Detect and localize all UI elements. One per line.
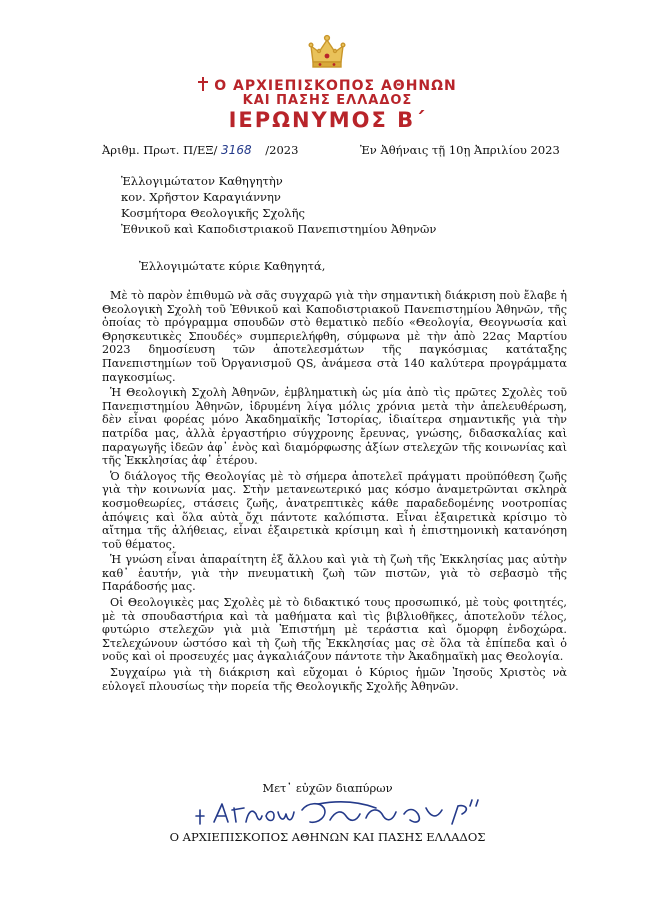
- body-paragraph: Ὁ διάλογος τῆς Θεολογίας μὲ τὸ σήμερα ἀποτελεῖ πράγματι προϋπόθεση ζωῆς γιὰ τὴν κοινωνία μας. Στὴν μετανεωτερικό μας κόσμο ἀναμετρῶνται σκληρὰ κοσμοθεωρίες, στάσεις ζωῆς, ἀνατρεπτικὲς κάθε παραδεδομένης νοοτροπίας ἀπόψεις καὶ ὅλα αὐτὰ ὄχι πάντοτε καλόπιστα. Εἶναι ἐξαιρετικὰ κρίσιμο τὸ αἴτημα τῆς ἀλήθειας, εἶναι ἐξαιρετικὰ κρίσιμη καὶ ἡ ἐπιστημονικὴ κατανόηση τοῦ θέματος.: [102, 469, 567, 551]
- handwritten-signature: [190, 794, 490, 834]
- recipient-address: [121, 173, 436, 237]
- body-paragraph: Ἡ γνώση εἶναι ἀπαραίτητη ἐξ ἄλλου καὶ γιὰ τὴ ζωὴ τῆς Ἐκκλησίας μας αὐτὴν καθ᾽ ἑαυτήν, γιὰ τὴν πνευματικὴ ζωὴ τῶν πιστῶν, γιὰ τὸ σεβασμὸ τῆς Παράδοσής μας.: [102, 553, 567, 594]
- protocol-number: Ἀριθμ. Πρωτ. Π/ΕΞ/ 3168 /2023: [102, 143, 299, 157]
- closing-greeting: Μετ᾽ εὐχῶν διαπύρων: [262, 781, 393, 795]
- letter-body: [102, 289, 567, 695]
- recipient-line: Ἐθνικοῦ καὶ Καποδιστριακοῦ Πανεπιστημίου Ἀθηνῶν: [121, 222, 437, 236]
- letterhead-title: Ο ΑΡΧΙΕΠΙΣΚΟΠΟΣ ΑΘΗΝΩΝ: [0, 77, 655, 94]
- letterhead-subtitle: ΚΑΙ ΠΑΣΗΣ ΕΛΛΑΔΟΣ: [242, 93, 413, 108]
- letter-date: Ἐν Ἀθήναις τῇ 10ῃ Ἀπριλίου 2023: [360, 143, 560, 157]
- body-paragraph: Οἱ Θεολογικὲς μας Σχολὲς μὲ τὸ διδακτικό τους προσωπικό, μὲ τοὺς φοιτητές, μὲ τὰ σπουδαστήρια καὶ τὰ μαθήματα καὶ τὶς βιβλιοθῆκες, ἀποτελοῦν τέλος, φυτώριο στελεχῶν γιὰ μιὰ Ἐπιστήμη μὲ τεράστια καὶ ὄμορφη ἐνδοχώρα. Στελεχώνουν ὡστόσο καὶ τὴ ζωὴ τῆς Ἐκκλησίας μας σὲ ὅλα τὰ ἐπίπεδα καὶ ὁ νοῦς καὶ οἱ προσευχές μας ἀγκαλιάζουν πάντοτε τὴν Ἀκαδημαϊκὴ μας Θεολογία.: [102, 596, 567, 664]
- recipient-line: κον. Χρῆστον Καραγιάννην: [121, 190, 281, 204]
- cross-icon: [198, 77, 208, 91]
- salutation: Ἐλλογιμώτατε κύριε Καθηγητά,: [139, 259, 326, 273]
- signatory-title: Ο ΑΡΧΙΕΠΙΣΚΟΠΟΣ ΑΘΗΝΩΝ ΚΑΙ ΠΑΣΗΣ ΕΛΛΑΔΟΣ: [169, 830, 486, 844]
- recipient-line: Κοσμήτορα Θεολογικῆς Σχολῆς: [121, 206, 305, 220]
- recipient-line: Ἐλλογιμώτατον Καθηγητὴν: [121, 174, 283, 188]
- handwritten-protocol-number: 3168: [221, 143, 252, 157]
- crown-emblem-icon: [307, 34, 347, 72]
- body-paragraph: Μὲ τὸ παρὸν ἐπιθυμῶ νὰ σᾶς συγχαρῶ γιὰ τὴν σημαντικὴ διάκριση ποὺ ἔλαβε ἡ Θεολογικὴ Σχολὴ τοῦ Ἐθνικοῦ καὶ Καποδιστριακοῦ Πανεπιστημίου Ἀθηνῶν, τῆς ὁποίας τὸ πρόγραμμα σπουδῶν στὸ θεματικὸ πεδίο «Θεολογία, Θεογνωσία καὶ Θρησκευτικὲς Σπουδές» συμπεριελήφθη, σύμφωνα μὲ τὴν ἀπὸ 22ας Μαρτίου 2023 δημοσίευση τῶν ἀποτελεσμάτων τῆς παγκόσμιας κατάταξης Πανεπιστημίων τοῦ Ὀργανισμοῦ QS, ἀνάμεσα στὰ 140 καλύτερα προγράμματα παγκοσμίως.: [102, 289, 567, 384]
- body-paragraph: Συγχαίρω γιὰ τὴ διάκριση καὶ εὔχομαι ὁ Κύριος ἡμῶν Ἰησοῦς Χριστὸς νὰ εὐλογεῖ πλουσίως τὴν πορεία τῆς Θεολογικῆς Σχολῆς Ἀθηνῶν.: [102, 666, 567, 693]
- body-paragraph: Ἡ Θεολογικὴ Σχολὴ Ἀθηνῶν, ἐμβληματικὴ ὡς μία ἀπὸ τὶς πρῶτες Σχολὲς τοῦ Πανεπιστημίου Ἀθηνῶν, ἱδρυμένη λίγα μόλις χρόνια μετὰ τὴν ἀπελευθέρωση, δὲν εἶναι φορέας μόνο Ἀκαδημαϊκῆς Ἱστορίας, ἰδιαίτερα σημαντικῆς γιὰ τὴν πατρίδα μας, ἀλλὰ ἐργαστήριο σύγχρονης ἔρευνας, γνώσης, διδασκαλίας καὶ παραγωγῆς ἰδεῶν ἀφ᾽ ἑνὸς καὶ διαμόρφωσης ἀξίων στελεχῶν τῆς κοινωνίας καὶ τῆς Ἐκκλησίας ἀφ᾽ ἑτέρου.: [102, 386, 567, 468]
- letterhead-name: ΙΕΡΩΝΥΜΟΣ Β΄: [228, 108, 427, 132]
